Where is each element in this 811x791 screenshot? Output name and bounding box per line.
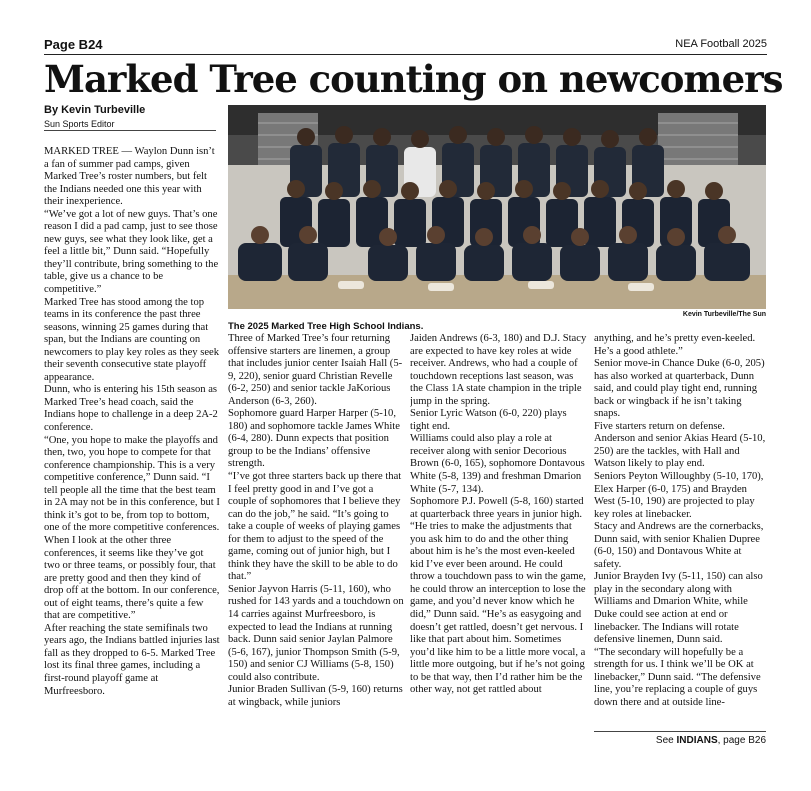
paragraph: Three of Marked Tree’s four returning offensive starters are linemen, a group that includes junior center Isaiah Hall (5-9, 220), senior guard Christian Revelle (6-2, 250) and senior tackle JaKorious Anderson (6-3, 260). xyxy=(228,333,403,407)
byline-title: Sun Sports Editor xyxy=(44,119,115,129)
paragraph: Junior Brayden Ivy (5-11, 150) can also play in the secondary along with Williams and Dmarion White, while Duke could see action at end or linebacker. The Indians will rotate defensive linemen, Dunn said. xyxy=(594,571,763,646)
byline-author: By Kevin Turbeville xyxy=(44,104,146,116)
paragraph: “The secondary will hopefully be a strength for us. I think we’ll be OK at linebacker,” Dunn said. “The defensive line, you’re replacing a couple of guys down there and at outside line- xyxy=(594,646,761,708)
jump-target[interactable]: INDIANS xyxy=(676,735,718,746)
photo-caption: The 2025 Marked Tree High School Indians. xyxy=(228,321,424,332)
paragraph: Five starters return on defense. xyxy=(594,420,725,432)
jump-prefix: See xyxy=(655,735,674,746)
team-photo xyxy=(228,105,766,309)
headline: Marked Tree counting on newcomers xyxy=(44,57,783,101)
article-column-1 xyxy=(44,146,220,746)
article-column-2 xyxy=(228,333,404,745)
paragraph: Senior Jayvon Harris (5-11, 160), who rushed for 143 yards and a touchdown on 14 carries against Murfreesboro, is expected to lead the Indians at running back. Dunn said senior Jaylan Palmore (5-6, 167), junior Thompson Smith (5-9, 150) and senior CJ Williams (5-8, 150) could also contribute. xyxy=(228,583,404,683)
team-photo-illustration xyxy=(228,105,766,309)
article-column-3 xyxy=(410,333,588,745)
section-name: NEA Football 2025 xyxy=(675,38,767,50)
paragraph: “I’ve got three starters back up there that I feel pretty good in and I’ve got a couple of sophomores that I believe they can do the job,” he said. “It’s going to take a couple of weeks of playing games for them to adjust to the speed of the game, coming out of junior high, but I think they have the skill to be able to do that.” xyxy=(228,471,402,583)
paragraph: “One, you hope to make the playoffs and then, two, you hope to compete for that conference championship. This is a very competitive conference,” Dunn said. “I tell people all the time that the best team in 2A may not be in this conference, but I think it’s got to be, from top to bottom, one of the more competitive conferences. When I look at the other three conferences, it seems like they’ve got two or three teams, or possibly four, that are pretty good and then they kind of drop off at the bottom. In our conference, out of eight teams, there’s quite a few that are competitive.” xyxy=(44,434,220,622)
paragraph: MARKED TREE — Waylon Dunn isn’t a fan of summer pad camps, given Marked Tree’s roster numbers, but felt the Indians needed one this year with their inexperience. xyxy=(44,146,215,208)
paragraph: Dunn, who is entering his 15th season as Marked Tree’s head coach, said the Indians hope to challenge in a deep 2A-2 conference. xyxy=(44,384,218,434)
paragraph: Jaiden Andrews (6-3, 180) and D.J. Stacy are expected to have key roles at wide receiver. Andrews, who had a couple of touchdown receptions last season, was the Class 1A state champion in the triple jump in the spring. xyxy=(410,333,587,407)
paragraph: Williams could also play a role at receiver along with senior Decorious Brown (6-0, 165), sophomore Dontavous White (5-8, 139) and freshman Dmarion White (5-7, 134). xyxy=(410,433,585,495)
photo-credit: Kevin Turbeville/The Sun xyxy=(682,311,766,318)
article-column-4 xyxy=(594,333,766,733)
jump-line[interactable] xyxy=(656,735,766,746)
paragraph: “We’ve got a lot of new guys. That’s one reason I did a pad camp, just to see those new guys, see what they look like, get a feel a little bit,” Dunn said. “Hopefully they’ll contribute, bring something to the table, give us a chance to be competitive.” xyxy=(44,208,219,296)
jump-suffix: , page B26 xyxy=(717,735,766,746)
paragraph: Anderson and senior Akias Heard (5-10, 250) are the tackles, with Hall and Watson likely to play end. xyxy=(594,433,766,470)
paragraph: After reaching the state semifinals two years ago, the Indians battled injuries last fall as they dropped to 6-5. Marked Tree lost its final three games, including a first-round playoff game at Murfreesboro. xyxy=(44,622,220,697)
paragraph: “He tries to make the adjustments that you ask him to do and the other thing about him is he’s the most even-keeled kid I’ve ever been around. He could throw a touchdown pass to win the game, he could throw an interception to lose the game, and you’d never know which he did,” Dunn said. “He’s as easygoing and doesn’t get rattled, doesn’t get nervous. I like that part about him. Sometimes you’d like him to be a little more vocal, a little more outgoing, but if he’s not going to be that way, then I’d rather him be the other way, not get rattled about xyxy=(410,521,586,696)
paragraph: Sophomore guard Harper Harper (5-10, 180) and sophomore tackle James White (6-4, 280). Dunn expects that position group to be the Indians’ offensive strength. xyxy=(228,408,400,470)
header-rule xyxy=(44,54,767,55)
paragraph: anything, and he’s pretty even-keeled. He’s a good athlete.” xyxy=(594,333,756,357)
paragraph: Senior Lyric Watson (6-0, 220) plays tight end. xyxy=(410,408,567,432)
byline-rule xyxy=(44,130,216,131)
paragraph: Sophomore P.J. Powell (5-8, 160) started at quarterback three years in junior high. xyxy=(410,496,584,520)
paragraph: Junior Braden Sullivan (5-9, 160) returns at wingback, while juniors xyxy=(228,684,403,708)
paragraph: Senior move-in Chance Duke (6-0, 205) has also worked at quarterback, Dunn said, and could play tight end, running back or wingback if he isn’t taking snaps. xyxy=(594,358,765,420)
jump-rule xyxy=(594,731,766,732)
page-number: Page B24 xyxy=(44,37,103,52)
paragraph: Stacy and Andrews are the cornerbacks, Dunn said, with senior Khalien Dupree (6-0, 150) and Dontavous White at safety. xyxy=(594,521,764,570)
paragraph: Seniors Peyton Willoughby (5-10, 170), Elex Harper (6-0, 175) and Brayden West (5-10, 190) are projected to play key roles at linebacker. xyxy=(594,471,764,520)
paragraph: Marked Tree has stood among the top teams in its conference the past three seasons, winning 25 games during that span, but the Indians are counting on newcomers to play key roles as they seek their seventh consecutive state playoff appearance. xyxy=(44,296,220,383)
